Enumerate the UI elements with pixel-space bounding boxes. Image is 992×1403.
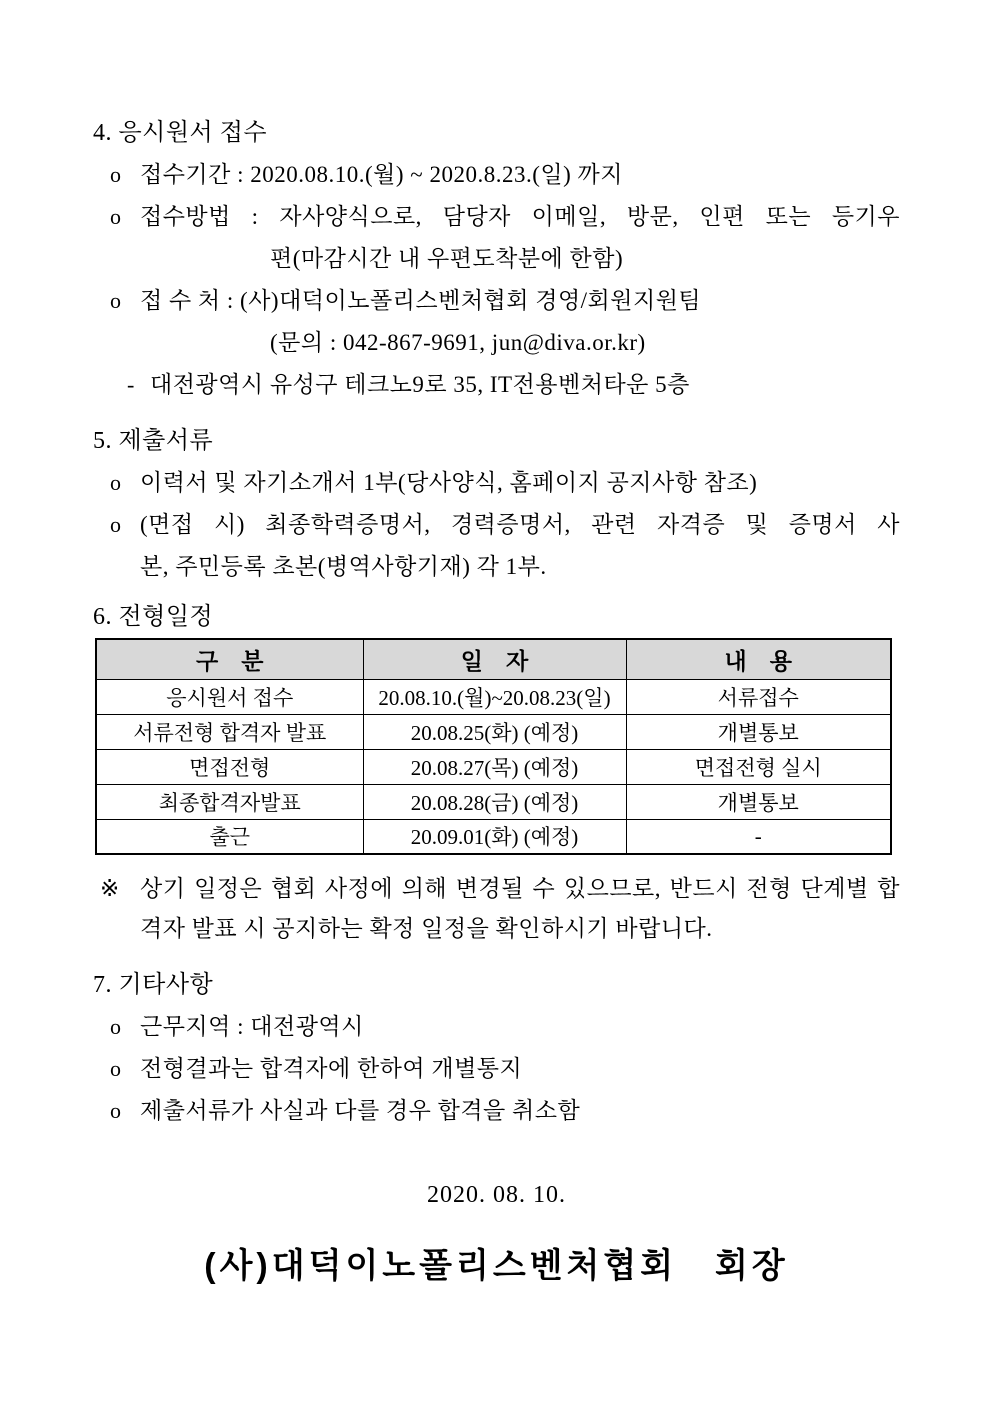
list-item-continuation [93,322,900,364]
bullet-marker: o [110,470,122,495]
table-cell: 개별통보 [626,784,891,819]
item-text: 근무지역 : 대전광역시 [140,1014,364,1039]
bullet-marker: o [110,1014,122,1039]
item-text: 이력서 및 자기소개서 1부(당사양식, 홈페이지 공지사항 참조) [140,470,758,495]
note-line [93,909,900,949]
note-text: 격자 발표 시 공지하는 확정 일정을 확인하시기 바랍니다. [140,916,713,941]
item-text: (문의 : 042-867-9691, jun@diva.or.kr) [270,330,646,355]
item-text: 대전광역시 유성구 테크노9로 35, IT전용벤처타운 5층 [150,372,690,397]
schedule-note [93,869,900,949]
item-text: 편(마감시간 내 우편도착분에 한함) [270,246,624,271]
note-line [93,869,900,909]
bullet-marker: o [110,162,122,187]
item-text: 접수방법 : 자사양식으로, 담당자 이메일, 방문, 인편 또는 등기우 [140,204,900,229]
list-item [93,504,900,546]
list-item [93,364,900,406]
reference-mark-icon: ※ [100,876,120,901]
bullet-marker: o [110,1056,122,1081]
section-4-title: 4. 응시원서 접수 [93,120,268,146]
list-item [93,1048,900,1090]
table-row [96,784,891,819]
table-cell: 응시원서 접수 [96,679,363,714]
table-row [96,714,891,749]
list-item-continuation [93,238,900,280]
table-cell: 20.08.28(금) (예정) [363,784,626,819]
table-cell: 면접전형 [96,749,363,784]
table-cell: 서류전형 합격자 발표 [96,714,363,749]
list-item [93,196,900,238]
list-item [93,1090,900,1132]
item-text: 전형결과는 합격자에 한하여 개별통지 [140,1056,523,1081]
section-7-other-matters [93,964,900,1132]
table-cell: 20.08.27(목) (예정) [363,749,626,784]
list-item [93,1006,900,1048]
bullet-marker: o [110,512,122,537]
item-text: 본, 주민등록 초본(병역사항기재) 각 1부. [140,554,547,579]
section-6-title: 6. 전형일정 [93,604,214,630]
table-row [96,679,891,714]
table-cell: 개별통보 [626,714,891,749]
table-row [96,819,891,854]
bullet-marker: o [110,288,122,313]
table-cell: - [626,819,891,854]
table-cell: 20.09.01(화) (예정) [363,819,626,854]
list-item-continuation [93,546,900,588]
section-6-selection-schedule [93,596,900,949]
table-header-category: 구 분 [96,639,363,679]
note-text: 상기 일정은 협회 사정에 의해 변경될 수 있으므로, 반드시 전형 단계별 합 [140,876,900,901]
signature-line: (사)대덕이노폴리스벤처협회 회장 [204,1247,789,1285]
document-date: 2020. 08. 10. [427,1182,566,1208]
item-text: 접수기간 : 2020.08.10.(월) ~ 2020.8.23.(일) 까지 [140,162,623,187]
list-item [93,462,900,504]
section-4-application-submission [93,112,900,406]
item-text: 접 수 처 : (사)대덕이노폴리스벤처협회 경영/회원지원팀 [140,288,702,313]
table-cell: 최종합격자발표 [96,784,363,819]
section-7-title: 7. 기타사항 [93,972,214,998]
table-cell: 20.08.25(화) (예정) [363,714,626,749]
bullet-marker: o [110,204,122,229]
dash-marker: - [127,372,135,397]
item-text: (면접 시) 최종학력증명서, 경력증명서, 관련 자격증 및 증명서 사 [140,512,900,537]
list-item [93,280,900,322]
bullet-marker: o [110,1098,122,1123]
table-cell: 면접전형 실시 [626,749,891,784]
schedule-table [95,638,892,855]
table-row [96,749,891,784]
section-5-required-documents [93,420,900,588]
list-item [93,154,900,196]
table-cell: 출근 [96,819,363,854]
table-cell: 20.08.10.(월)~20.08.23(일) [363,679,626,714]
table-header-date: 일 자 [363,639,626,679]
section-5-title: 5. 제출서류 [93,428,214,454]
table-cell: 서류접수 [626,679,891,714]
table-header-row [96,639,891,679]
table-header-content: 내 용 [626,639,891,679]
item-text: 제출서류가 사실과 다를 경우 합격을 취소함 [140,1098,581,1123]
